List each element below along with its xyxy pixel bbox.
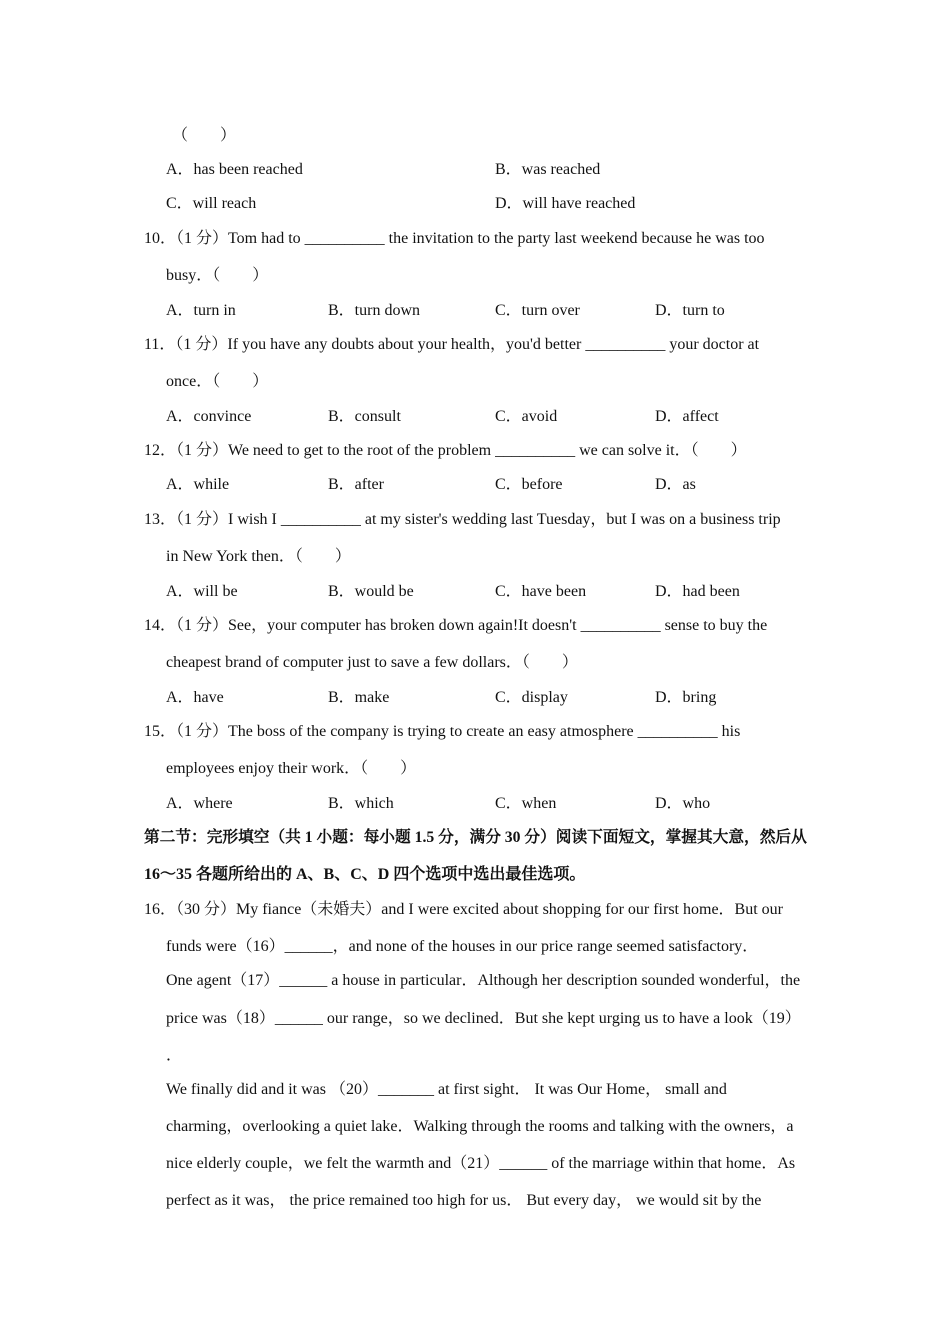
q15-option-a: A．where: [166, 795, 233, 812]
q9-answer-paren: （ ）: [172, 127, 237, 144]
q10-stem-line1: 10．（1 分）Tom had to __________ the invitation to the party last weekend because he was too: [144, 230, 765, 247]
passage-line-5: ．: [166, 1047, 183, 1064]
q12-stem-line1: 12．（1 分）We need to get to the root of the problem __________ we can solve it．（ ）: [144, 442, 747, 459]
q15-stem-line2: employees enjoy their work．（ ）: [166, 760, 417, 777]
q9-option-c: C．will reach: [166, 195, 257, 212]
q13-option-a: A．will be: [166, 583, 238, 600]
q14-option-b: B．make: [328, 689, 390, 706]
q9-option-d: D．will have reached: [495, 195, 636, 212]
q12-option-d: D．as: [655, 476, 696, 493]
q12-option-b: B．after: [328, 476, 384, 493]
passage-line-2: funds were（16）______，and none of the houses in our price range seemed satisfactory．: [166, 938, 759, 955]
q10-option-d: D．turn to: [655, 302, 725, 319]
q11-option-a: A．convince: [166, 408, 252, 425]
q13-option-d: D．had been: [655, 583, 740, 600]
passage-line-9: perfect as it was， the price remained too high for us． But every day， we would sit by the: [166, 1192, 762, 1209]
q13-stem-line2: in New York then．（ ）: [166, 548, 351, 565]
passage-line-3: One agent（17）______ a house in particular．Although her description sounded wonderful，the: [166, 972, 801, 989]
q10-option-c: C．turn over: [495, 302, 580, 319]
q12-option-a: A．while: [166, 476, 230, 493]
section2-heading-line1: 第二节：完形填空（共 1 小题：每小题 1.5 分，满分 30 分）阅读下面短文，掌握其大意，然后从: [144, 829, 807, 846]
q13-option-b: B．would be: [328, 583, 414, 600]
passage-line-8: nice elderly couple，we felt the warmth and（21）______ of the marriage within that home．As: [166, 1155, 796, 1172]
q11-option-c: C．avoid: [495, 408, 558, 425]
q14-stem-line2: cheapest brand of computer just to save a few dollars．（ ）: [166, 654, 578, 671]
q14-option-a: A．have: [166, 689, 224, 706]
q15-option-d: D．who: [655, 795, 711, 812]
q9-option-a: A．has been reached: [166, 161, 303, 178]
passage-line-4: price was（18）______ our range，so we declined．But she kept urging us to have a look（19）: [166, 1010, 801, 1027]
q11-stem-line1: 11．（1 分）If you have any doubts about your health，you'd better __________ your doctor at: [144, 336, 760, 353]
q11-option-b: B．consult: [328, 408, 401, 425]
q14-option-d: D．bring: [655, 689, 717, 706]
q10-stem-line2: busy．（ ）: [166, 267, 269, 284]
q12-option-c: C．before: [495, 476, 563, 493]
passage-line-1: 16．（30 分）My fiance（未婚夫）and I were excited about shopping for our first home．But our: [144, 901, 783, 918]
q10-option-a: A．turn in: [166, 302, 236, 319]
section2-heading-line2: 16～35 各题所给出的 A、B、C、D 四个选项中选出最佳选项。: [144, 866, 586, 883]
q15-option-c: C．when: [495, 795, 557, 812]
passage-line-6: We finally did and it was （20）_______ at first sight． It was Our Home， small and: [166, 1081, 727, 1098]
q14-option-c: C．display: [495, 689, 568, 706]
q9-option-b: B．was reached: [495, 161, 601, 178]
q13-option-c: C．have been: [495, 583, 587, 600]
q15-stem-line1: 15．（1 分）The boss of the company is trying to create an easy atmosphere __________ his: [144, 723, 741, 740]
q14-stem-line1: 14．（1 分）See，your computer has broken down again!It doesn't __________ sense to buy the: [144, 617, 768, 634]
passage-line-7: charming，overlooking a quiet lake．Walking through the rooms and talking with the owners，a: [166, 1118, 794, 1135]
q13-stem-line1: 13．（1 分）I wish I __________ at my sister's wedding last Tuesday，but I was on a business trip: [144, 511, 781, 528]
q10-option-b: B．turn down: [328, 302, 421, 319]
q11-stem-line2: once．（ ）: [166, 373, 269, 390]
q15-option-b: B．which: [328, 795, 394, 812]
q11-option-d: D．affect: [655, 408, 719, 425]
